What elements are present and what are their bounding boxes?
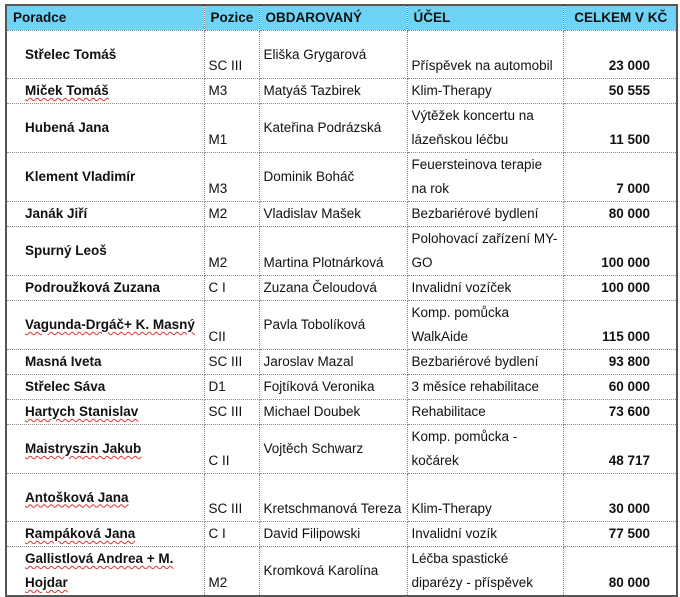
- amount-cell: 48 717: [563, 425, 677, 474]
- advisor-cell: Hubená Jana: [6, 104, 204, 153]
- amount-cell: 80 000: [563, 547, 677, 597]
- table-row: [6, 227, 677, 276]
- advisor-cell: Klement Vladimír: [6, 153, 204, 202]
- table-row: [6, 301, 677, 350]
- purpose-cell: Léčba spastické diparézy - příspěvek: [407, 547, 563, 597]
- position-cell: SC III: [204, 350, 259, 375]
- amount-cell: 77 500: [563, 522, 677, 547]
- advisor-cell: Podroužková Zuzana: [6, 276, 204, 301]
- recipient-cell: Michael Doubek: [259, 400, 407, 425]
- advisor-cell: Střelec Sáva: [6, 375, 204, 400]
- position-cell: M3: [204, 79, 259, 104]
- advisor-name: Miček Tomáš: [25, 83, 109, 98]
- recipient-cell: Kromková Karolína: [259, 547, 407, 597]
- recipient-cell: Vojtěch Schwarz: [259, 425, 407, 474]
- table-row: [6, 153, 677, 202]
- amount-cell: 60 000: [563, 375, 677, 400]
- purpose-cell: Invalidní vozíček: [407, 276, 563, 301]
- advisor-cell: [6, 425, 204, 474]
- advisor-name: Vagunda-Drgáč+ K. Masný: [25, 317, 195, 332]
- advisor-cell: [6, 522, 204, 547]
- advisor-name: Hartych Stanislav: [25, 404, 139, 419]
- amount-cell: 11 500: [563, 104, 677, 153]
- position-cell: C I: [204, 522, 259, 547]
- table-row: [6, 425, 677, 474]
- purpose-cell: Výtěžek koncertu na lázeňskou léčbu: [407, 104, 563, 153]
- recipient-cell: Pavla Tobolíková: [259, 301, 407, 350]
- position-cell: M2: [204, 547, 259, 597]
- purpose-cell: Klim-Therapy: [407, 474, 563, 522]
- purpose-cell: Komp. pomůcka WalkAide: [407, 301, 563, 350]
- table-row: [6, 522, 677, 547]
- position-cell: M1: [204, 104, 259, 153]
- purpose-cell: 3 měsíce rehabilitace: [407, 375, 563, 400]
- amount-cell: 100 000: [563, 227, 677, 276]
- table-row: [6, 79, 677, 104]
- amount-cell: 50 555: [563, 79, 677, 104]
- header-purpose: ÚČEL: [407, 5, 563, 31]
- recipient-cell: Martina Plotnárková: [259, 227, 407, 276]
- table-row: [6, 104, 677, 153]
- purpose-cell: Polohovací zařízení MY-GO: [407, 227, 563, 276]
- position-cell: M2: [204, 202, 259, 227]
- amount-cell: 73 600: [563, 400, 677, 425]
- advisor-name: Antošková Jana: [25, 489, 129, 505]
- donations-table: [5, 4, 678, 597]
- position-cell: C II: [204, 425, 259, 474]
- purpose-cell: Feuersteinova terapie na rok: [407, 153, 563, 202]
- advisor-cell: Masná Iveta: [6, 350, 204, 375]
- header-amount: CELKEM V KČ: [563, 5, 677, 31]
- position-cell: SC III: [204, 31, 259, 79]
- purpose-cell: Bezbariérové bydlení: [407, 350, 563, 375]
- advisor-cell: Janák Jiří: [6, 202, 204, 227]
- recipient-cell: Jaroslav Mazal: [259, 350, 407, 375]
- purpose-cell: Příspěvek na automobil: [407, 31, 563, 79]
- position-cell: SC III: [204, 400, 259, 425]
- position-cell: M2: [204, 227, 259, 276]
- recipient-cell: Kretschmanová Tereza: [259, 474, 407, 522]
- header-row: [6, 5, 677, 31]
- position-cell: M3: [204, 153, 259, 202]
- recipient-cell: Matyáš Tazbirek: [259, 79, 407, 104]
- header-advisor: Poradce: [6, 5, 204, 31]
- purpose-cell: Komp. pomůcka - kočárek: [407, 425, 563, 474]
- purpose-cell: Invalidní vozík: [407, 522, 563, 547]
- amount-cell: 115 000: [563, 301, 677, 350]
- amount-cell: 100 000: [563, 276, 677, 301]
- advisor-cell: Střelec Tomáš: [6, 31, 204, 79]
- purpose-cell: Klim-Therapy: [407, 79, 563, 104]
- table-row: [6, 350, 677, 375]
- recipient-cell: Zuzana Čeloudová: [259, 276, 407, 301]
- table-row: [6, 276, 677, 301]
- amount-cell: 7 000: [563, 153, 677, 202]
- purpose-cell: Rehabilitace: [407, 400, 563, 425]
- amount-cell: 93 800: [563, 350, 677, 375]
- recipient-cell: Dominik Boháč: [259, 153, 407, 202]
- table-row: [6, 202, 677, 227]
- position-cell: D1: [204, 375, 259, 400]
- advisor-name: Rampáková Jana: [25, 526, 136, 541]
- position-cell: C I: [204, 276, 259, 301]
- advisor-name: Gallistlová Andrea + M. Hojdar: [25, 551, 174, 590]
- advisor-cell: [6, 474, 204, 522]
- recipient-cell: Fojtíková Veronika: [259, 375, 407, 400]
- position-cell: CII: [204, 301, 259, 350]
- table-row: [6, 547, 677, 597]
- header-position: Pozice: [204, 5, 259, 31]
- recipient-cell: Eliška Grygarová: [259, 31, 407, 79]
- amount-cell: 80 000: [563, 202, 677, 227]
- table-row: [6, 474, 677, 522]
- amount-cell: 30 000: [563, 474, 677, 522]
- table-row: [6, 400, 677, 425]
- recipient-cell: David Filipowski: [259, 522, 407, 547]
- advisor-name: Maistryszin Jakub: [25, 441, 142, 456]
- advisor-cell: [6, 301, 204, 350]
- purpose-cell: Bezbariérové bydlení: [407, 202, 563, 227]
- recipient-cell: Vladislav Mašek: [259, 202, 407, 227]
- advisor-cell: [6, 547, 204, 597]
- table-row: [6, 31, 677, 79]
- table-row: [6, 375, 677, 400]
- amount-cell: 23 000: [563, 31, 677, 79]
- header-recipient: OBDAROVANÝ: [259, 5, 407, 31]
- advisor-cell: [6, 79, 204, 104]
- recipient-cell: Kateřina Podrázská: [259, 104, 407, 153]
- position-cell: SC III: [204, 474, 259, 522]
- advisor-cell: Spurný Leoš: [6, 227, 204, 276]
- advisor-cell: [6, 400, 204, 425]
